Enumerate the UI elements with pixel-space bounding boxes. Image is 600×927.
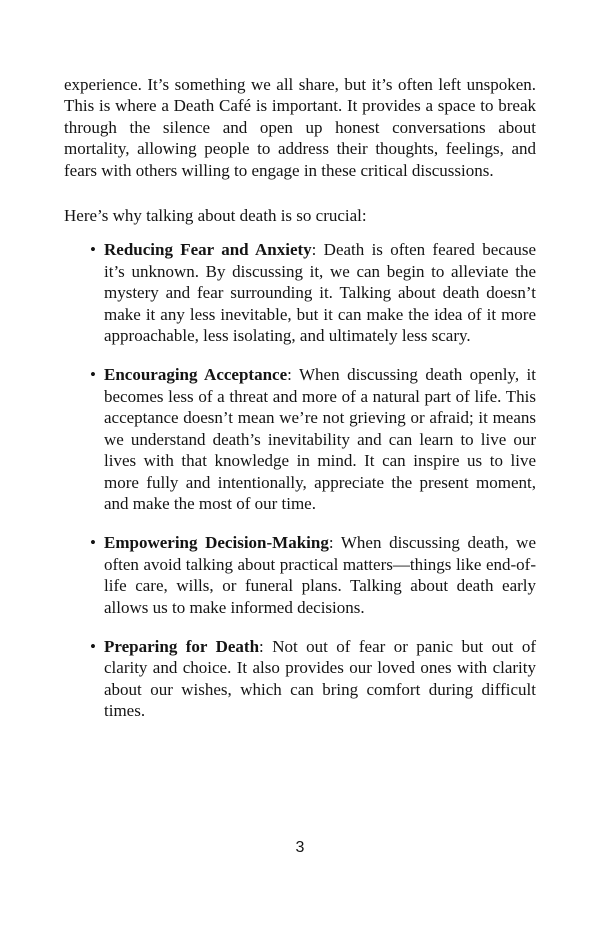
page-number: 3 <box>295 839 305 856</box>
bullet-body: : When discussing death openly, it becomes less of a threat and more of a natural part of life. This acceptance doesn’t mean we’re not grieving or afraid; it means we understand death’s inevitability and can learn to live our lives with that knowledge in mind. It can inspire us to live more fully and intentionally, appreciate the present moment, and make the most of our time. <box>104 365 536 513</box>
bullet-title: Preparing for Death <box>104 636 260 656</box>
bullet-icon: • <box>90 365 96 385</box>
bullet-title: Empowering Decision-Making <box>104 533 329 553</box>
bullet-icon: • <box>90 533 96 553</box>
list-item-encouraging-acceptance <box>64 364 536 514</box>
intro-line: Here’s why talking about death is so crucial: <box>64 206 367 226</box>
list-item-empowering-decision-making <box>64 532 536 618</box>
bullet-body: : Death is often feared because it’s unknown. By discussing it, we can begin to alleviate the mystery and fear surrounding it. Talking about death doesn’t make it any less inevitable, but it can make the idea of it more approachable, less isolating, and ultimately less scary. <box>104 240 536 346</box>
bullet-icon: • <box>90 240 96 260</box>
list-item-reducing-fear <box>64 239 536 346</box>
body-paragraph: experience. It’s something we all share, but it’s often left unspoken. This is where a Death Café is important. It provides a space to break through the silence and open up honest conversations about mortality, allowing people to address their thoughts, feelings, and fears with others willing to engage in these critical discussions. <box>64 75 536 180</box>
bullet-body: : Not out of fear or panic but out of clarity and choice. It also provides our loved ones with clarity about our wishes, which can bring comfort during difficult times. <box>104 636 536 721</box>
list-item-preparing-for-death <box>64 636 536 722</box>
bullet-title: Encouraging Acceptance <box>104 365 288 385</box>
bullet-body: : When discussing death, we often avoid talking about practical matters—things like end-of-life care, wills, or funeral plans. Talking about death early allows us to make informed decisions. <box>104 533 537 617</box>
bullet-icon: • <box>90 636 96 656</box>
bullet-title: Reducing Fear and Anxiety <box>104 240 312 260</box>
bullet-list <box>64 239 536 721</box>
